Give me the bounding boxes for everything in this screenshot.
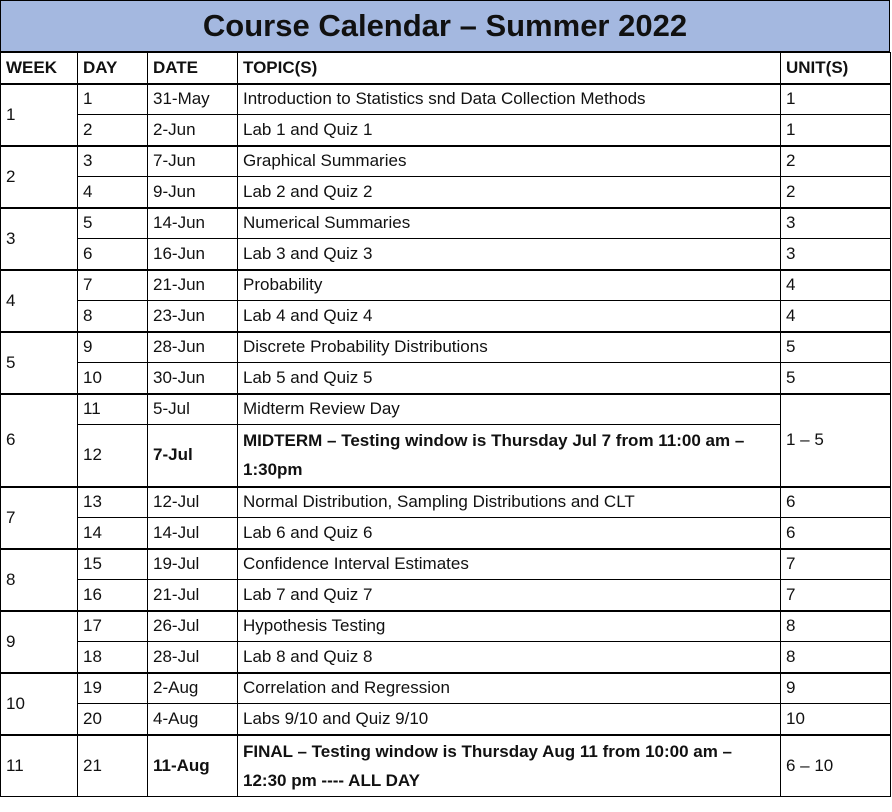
- week-cell: 7: [1, 487, 78, 549]
- day-cell: 19: [78, 673, 148, 704]
- date-cell: 7-Jun: [148, 146, 238, 177]
- topic-cell: Lab 5 and Quiz 5: [238, 363, 781, 394]
- day-cell: 14: [78, 518, 148, 549]
- topic-cell: Probability: [238, 270, 781, 301]
- day-cell: 15: [78, 549, 148, 580]
- day-cell: 13: [78, 487, 148, 518]
- topic-cell: Midterm Review Day: [238, 394, 781, 425]
- topic-cell: Confidence Interval Estimates: [238, 549, 781, 580]
- date-cell: 21-Jul: [148, 580, 238, 611]
- page-title: Course Calendar – Summer 2022: [0, 0, 890, 52]
- header-week: WEEK: [1, 53, 78, 84]
- topic-cell: MIDTERM – Testing window is Thursday Jul 7 from 11:00 am – 1:30pm: [238, 425, 781, 487]
- unit-cell: 4: [781, 270, 891, 301]
- date-cell: 16-Jun: [148, 239, 238, 270]
- day-cell: 5: [78, 208, 148, 239]
- unit-cell: 7: [781, 549, 891, 580]
- table-row: [1, 301, 891, 332]
- header-units: UNIT(S): [781, 53, 891, 84]
- day-cell: 7: [78, 270, 148, 301]
- unit-cell: 3: [781, 208, 891, 239]
- topic-cell: Graphical Summaries: [238, 146, 781, 177]
- date-cell: 2-Jun: [148, 115, 238, 146]
- topic-cell: Numerical Summaries: [238, 208, 781, 239]
- day-cell: 20: [78, 704, 148, 735]
- topic-cell: Discrete Probability Distributions: [238, 332, 781, 363]
- unit-cell: 10: [781, 704, 891, 735]
- day-cell: 8: [78, 301, 148, 332]
- date-cell: 9-Jun: [148, 177, 238, 208]
- table-row: [1, 239, 891, 270]
- table-row: [1, 84, 891, 115]
- table-row: [1, 611, 891, 642]
- table-row: [1, 363, 891, 394]
- topic-cell: Lab 2 and Quiz 2: [238, 177, 781, 208]
- week-cell: 3: [1, 208, 78, 270]
- date-cell: 31-May: [148, 84, 238, 115]
- day-cell: 9: [78, 332, 148, 363]
- date-cell: 28-Jul: [148, 642, 238, 673]
- week-cell: 2: [1, 146, 78, 208]
- unit-cell: 5: [781, 332, 891, 363]
- topic-cell: Hypothesis Testing: [238, 611, 781, 642]
- unit-cell: 8: [781, 611, 891, 642]
- day-cell: 6: [78, 239, 148, 270]
- date-cell: 4-Aug: [148, 704, 238, 735]
- unit-cell: 4: [781, 301, 891, 332]
- date-cell: 2-Aug: [148, 673, 238, 704]
- unit-cell: 3: [781, 239, 891, 270]
- table-row: [1, 673, 891, 704]
- unit-cell: 5: [781, 363, 891, 394]
- table-row: [1, 270, 891, 301]
- unit-cell: 8: [781, 642, 891, 673]
- table-row: [1, 735, 891, 797]
- week-cell: 1: [1, 84, 78, 146]
- day-cell: 16: [78, 580, 148, 611]
- date-cell: 14-Jul: [148, 518, 238, 549]
- day-cell: 17: [78, 611, 148, 642]
- week-cell: 9: [1, 611, 78, 673]
- day-cell: 11: [78, 394, 148, 425]
- table-row: [1, 208, 891, 239]
- unit-cell: 6 – 10: [781, 735, 891, 797]
- table-row: [1, 704, 891, 735]
- date-cell: 26-Jul: [148, 611, 238, 642]
- topic-cell: Lab 3 and Quiz 3: [238, 239, 781, 270]
- table-row: [1, 332, 891, 363]
- course-calendar-table: [0, 52, 891, 797]
- unit-cell: 2: [781, 177, 891, 208]
- day-cell: 10: [78, 363, 148, 394]
- date-cell: 19-Jul: [148, 549, 238, 580]
- header-date: DATE: [148, 53, 238, 84]
- table-row: [1, 518, 891, 549]
- topic-cell: Labs 9/10 and Quiz 9/10: [238, 704, 781, 735]
- date-cell: 11-Aug: [148, 735, 238, 797]
- unit-cell: 1: [781, 84, 891, 115]
- date-cell: 5-Jul: [148, 394, 238, 425]
- day-cell: 18: [78, 642, 148, 673]
- day-cell: 12: [78, 425, 148, 487]
- date-cell: 30-Jun: [148, 363, 238, 394]
- header-topics: TOPIC(S): [238, 53, 781, 84]
- date-cell: 12-Jul: [148, 487, 238, 518]
- week-cell: 6: [1, 394, 78, 487]
- day-cell: 21: [78, 735, 148, 797]
- topic-cell: Normal Distribution, Sampling Distributions and CLT: [238, 487, 781, 518]
- table-row: [1, 425, 891, 487]
- week-cell: 8: [1, 549, 78, 611]
- topic-cell: Correlation and Regression: [238, 673, 781, 704]
- date-cell: 23-Jun: [148, 301, 238, 332]
- date-cell: 21-Jun: [148, 270, 238, 301]
- week-cell: 5: [1, 332, 78, 394]
- table-row: [1, 580, 891, 611]
- table-row: [1, 177, 891, 208]
- unit-cell: 6: [781, 518, 891, 549]
- week-cell: 10: [1, 673, 78, 735]
- day-cell: 1: [78, 84, 148, 115]
- unit-cell: 6: [781, 487, 891, 518]
- table-row: [1, 146, 891, 177]
- header-row: [1, 53, 891, 84]
- topic-cell: Introduction to Statistics snd Data Collection Methods: [238, 84, 781, 115]
- date-cell: 7-Jul: [148, 425, 238, 487]
- date-cell: 28-Jun: [148, 332, 238, 363]
- unit-cell: 7: [781, 580, 891, 611]
- table-row: [1, 487, 891, 518]
- week-cell: 11: [1, 735, 78, 797]
- topic-cell: Lab 4 and Quiz 4: [238, 301, 781, 332]
- table-row: [1, 642, 891, 673]
- day-cell: 2: [78, 115, 148, 146]
- topic-cell: Lab 7 and Quiz 7: [238, 580, 781, 611]
- table-row: [1, 115, 891, 146]
- week-cell: 4: [1, 270, 78, 332]
- topic-cell: FINAL – Testing window is Thursday Aug 11 from 10:00 am – 12:30 pm ---- ALL DAY: [238, 735, 781, 797]
- topic-cell: Lab 1 and Quiz 1: [238, 115, 781, 146]
- unit-cell: 2: [781, 146, 891, 177]
- unit-cell: 9: [781, 673, 891, 704]
- topic-cell: Lab 8 and Quiz 8: [238, 642, 781, 673]
- unit-cell-merged: 1 – 5: [781, 394, 891, 487]
- table-row: [1, 394, 891, 425]
- topic-cell: Lab 6 and Quiz 6: [238, 518, 781, 549]
- table-row: [1, 549, 891, 580]
- header-day: DAY: [78, 53, 148, 84]
- day-cell: 4: [78, 177, 148, 208]
- date-cell: 14-Jun: [148, 208, 238, 239]
- day-cell: 3: [78, 146, 148, 177]
- unit-cell: 1: [781, 115, 891, 146]
